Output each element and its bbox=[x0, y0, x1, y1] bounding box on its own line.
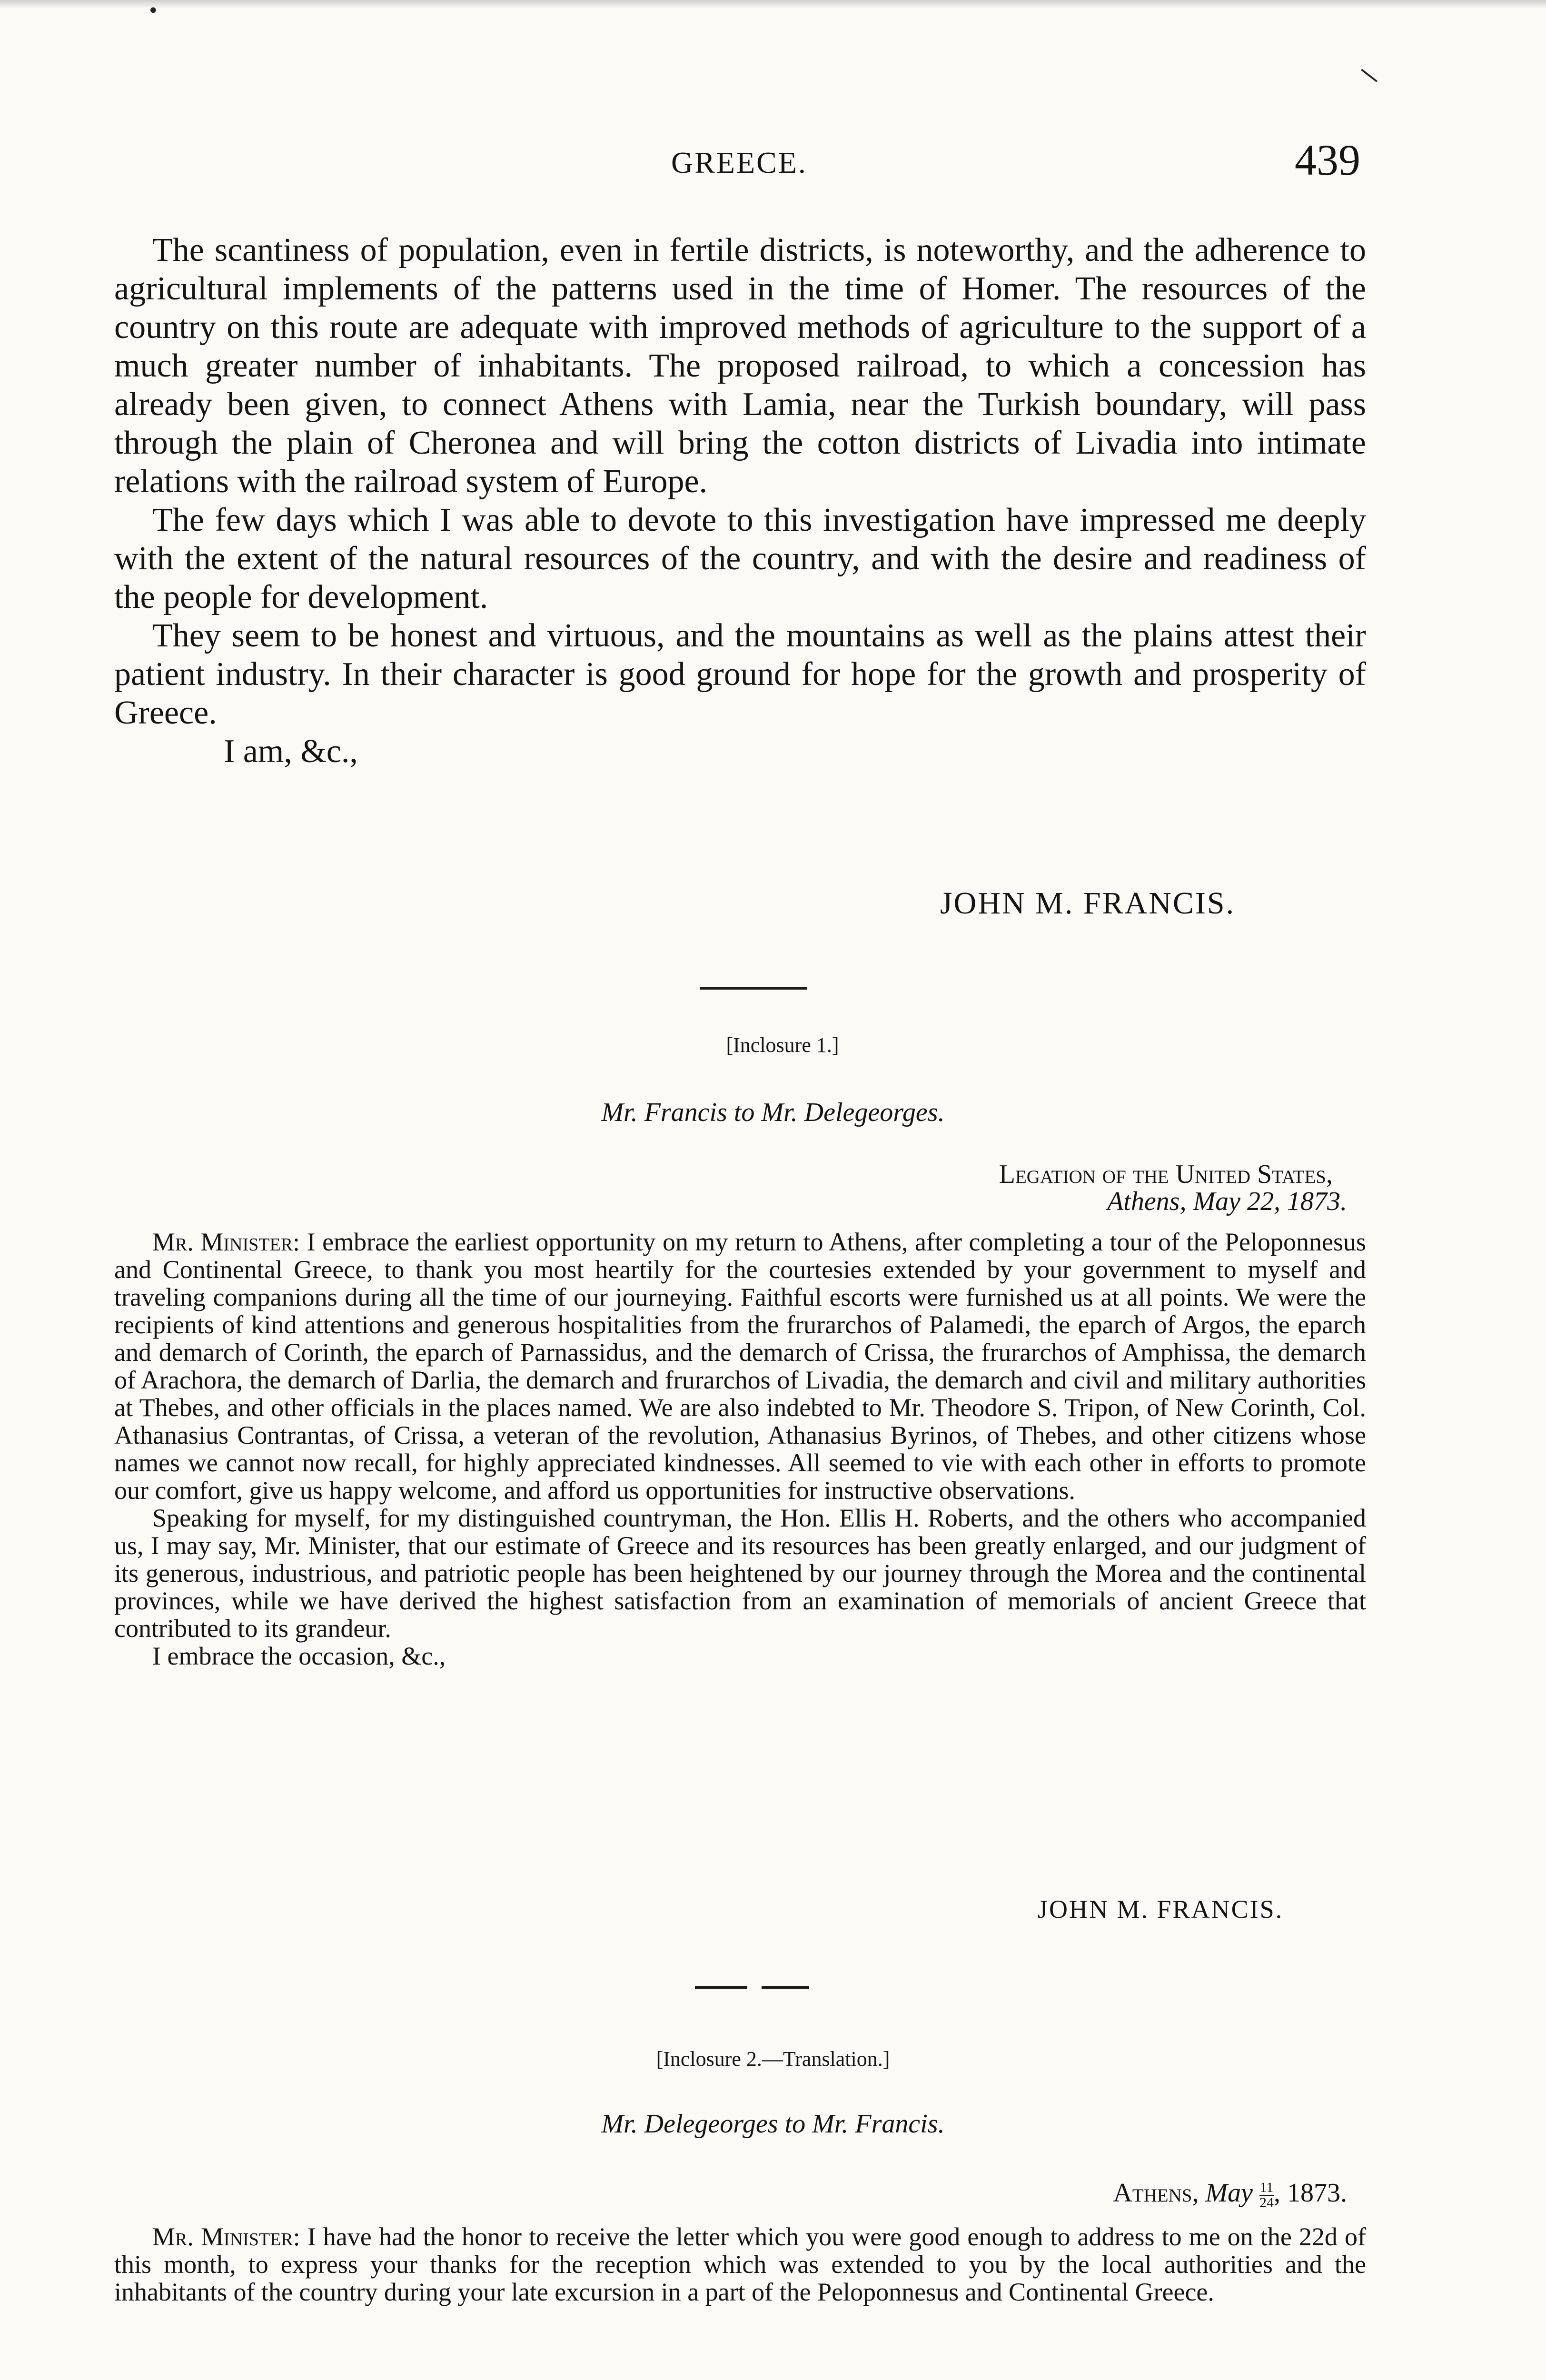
signature: JOHN M. FRANCIS. bbox=[1038, 1895, 1284, 1924]
paragraph-text: I embrace the earliest opportunity on my return to Athens, after completing a tour of the Peloponnesus and Continental Greece, to thank you most heartily for the courtesies extended by your government to myself and traveling companions during all the time of our journeying. Faithful escorts were furnished us at all points. We were the recipients of kind attentions and generous hospitalities from the frurarchos of Palamedi, the eparch of Argos, the eparch and demarch of Corinth, the eparch of Parnassidus, and the demarch of Crissa, the frurarchos of Amphissa, the demarch of Arachora, the demarch of Darlia, the demarch and frurarchos of Livadia, the demarch and civil and military authorities at Thebes, and other officials in the places named. We are also indebted to Mr. Theodore S. Tripon, of New Corinth, Col. Athanasius Contrantas, of Crissa, a veteran of the revolution, Athanasius Byrinos, of Thebes, and other citizens whose names we cannot now recall, for highly appreciated kindnesses. All seemed to vie with each other in efforts to promote our comfort, give us happy welcome, and afford us opportunities for instructive observations. bbox=[114, 1228, 1366, 1505]
salutation: Mr. Minister: bbox=[152, 1228, 300, 1256]
inclosure-1-body bbox=[114, 1228, 1366, 1670]
body-paragraph: Speaking for myself, for my distinguished countryman, the Hon. Ellis H. Roberts, and the others who accompanied us, I may say, Mr. Minister, that our estimate of Greece and its resources has been greatly enlarged, and our judgment of its generous, industrious, and patriotic people has been heightened by our journey through the Morea and the continental provinces, while we have derived the highest satisfaction from an examination of memorials of ancient Greece that contributed to its grandeur. bbox=[114, 1504, 1366, 1643]
inclosure-label: [Inclosure 1.] bbox=[726, 1033, 839, 1057]
scan-top-edge bbox=[0, 0, 1546, 9]
closing-line: I embrace the occasion, &c., bbox=[152, 1642, 446, 1670]
dateline-place: Athens, bbox=[1113, 2178, 1199, 2208]
fraction-bottom: 24 bbox=[1259, 2195, 1274, 2211]
body-paragraph: The scantiness of population, even in fertile districts, is noteworthy, and the adherence to agricultural implements of the patterns used in the time of Homer. The resources of the country on this route are adequate with improved methods of agriculture to the support of a much greater number of inhabitants. The proposed railroad, to which a concession has already been given, to connect Athens with Lamia, near the Turkish boundary, will pass through the plain of Cheronea and will bring the cotton districts of Livadia into intimate relations with the railroad system of Europe. bbox=[114, 232, 1366, 500]
closing-line: I am, &c., bbox=[224, 733, 358, 770]
signature: JOHN M. FRANCIS. bbox=[940, 886, 1236, 921]
letter-dateline bbox=[524, 1186, 1347, 1217]
section-divider bbox=[700, 987, 807, 990]
inclosure-label: [Inclosure 2.—Translation.] bbox=[656, 2047, 890, 2071]
letter-title: Mr. Francis to Mr. Delegeorges. bbox=[601, 1098, 945, 1127]
fraction-top: 11 bbox=[1259, 2180, 1274, 2196]
salutation: Mr. Minister: bbox=[152, 2222, 300, 2251]
section-divider bbox=[762, 1986, 809, 1989]
sender-address: Legation of the United States, bbox=[999, 1160, 1333, 1189]
scan-speck-mark: • bbox=[148, 0, 159, 22]
body-paragraph bbox=[114, 2223, 1366, 2306]
body-paragraph: They seem to be honest and virtuous, and the mountains as well as the plains attest their patient industry. In their character is good ground for hope for the growth and prosperity of Greece. bbox=[114, 617, 1366, 731]
dateline-date: May 22, 1873. bbox=[1193, 1187, 1347, 1216]
main-letter-body bbox=[114, 231, 1366, 771]
scan-tick-mark: \ bbox=[1358, 62, 1380, 89]
body-paragraph: The few days which I was able to devote to this investigation have impressed me deeply with the extent of the natural resources of the country, and with the desire and readiness of the people for development. bbox=[114, 502, 1366, 615]
running-head bbox=[0, 136, 1546, 198]
dateline-place: Athens, bbox=[1107, 1187, 1187, 1216]
page-number: 439 bbox=[1295, 136, 1360, 184]
inclosure-2-body bbox=[114, 2223, 1366, 2306]
body-paragraph bbox=[114, 1228, 1366, 1504]
running-title: GREECE. bbox=[671, 146, 807, 179]
section-divider bbox=[695, 1986, 747, 1989]
dateline-fraction bbox=[1259, 2181, 1274, 2210]
dateline-year: , 1873. bbox=[1274, 2178, 1347, 2208]
letter-title: Mr. Delegeorges to Mr. Francis. bbox=[601, 2109, 945, 2139]
letter-dateline bbox=[524, 2178, 1347, 2210]
dateline-month: May bbox=[1205, 2178, 1253, 2208]
paragraph-text: I have had the honor to receive the letter which you were good enough to address to me on the 22d of this month, to express your thanks for the reception which was extended to you by the local authorities and the inhabitants of the country during your late excursion in a part of the Peloponnesus and Continental Greece. bbox=[114, 2222, 1366, 2306]
